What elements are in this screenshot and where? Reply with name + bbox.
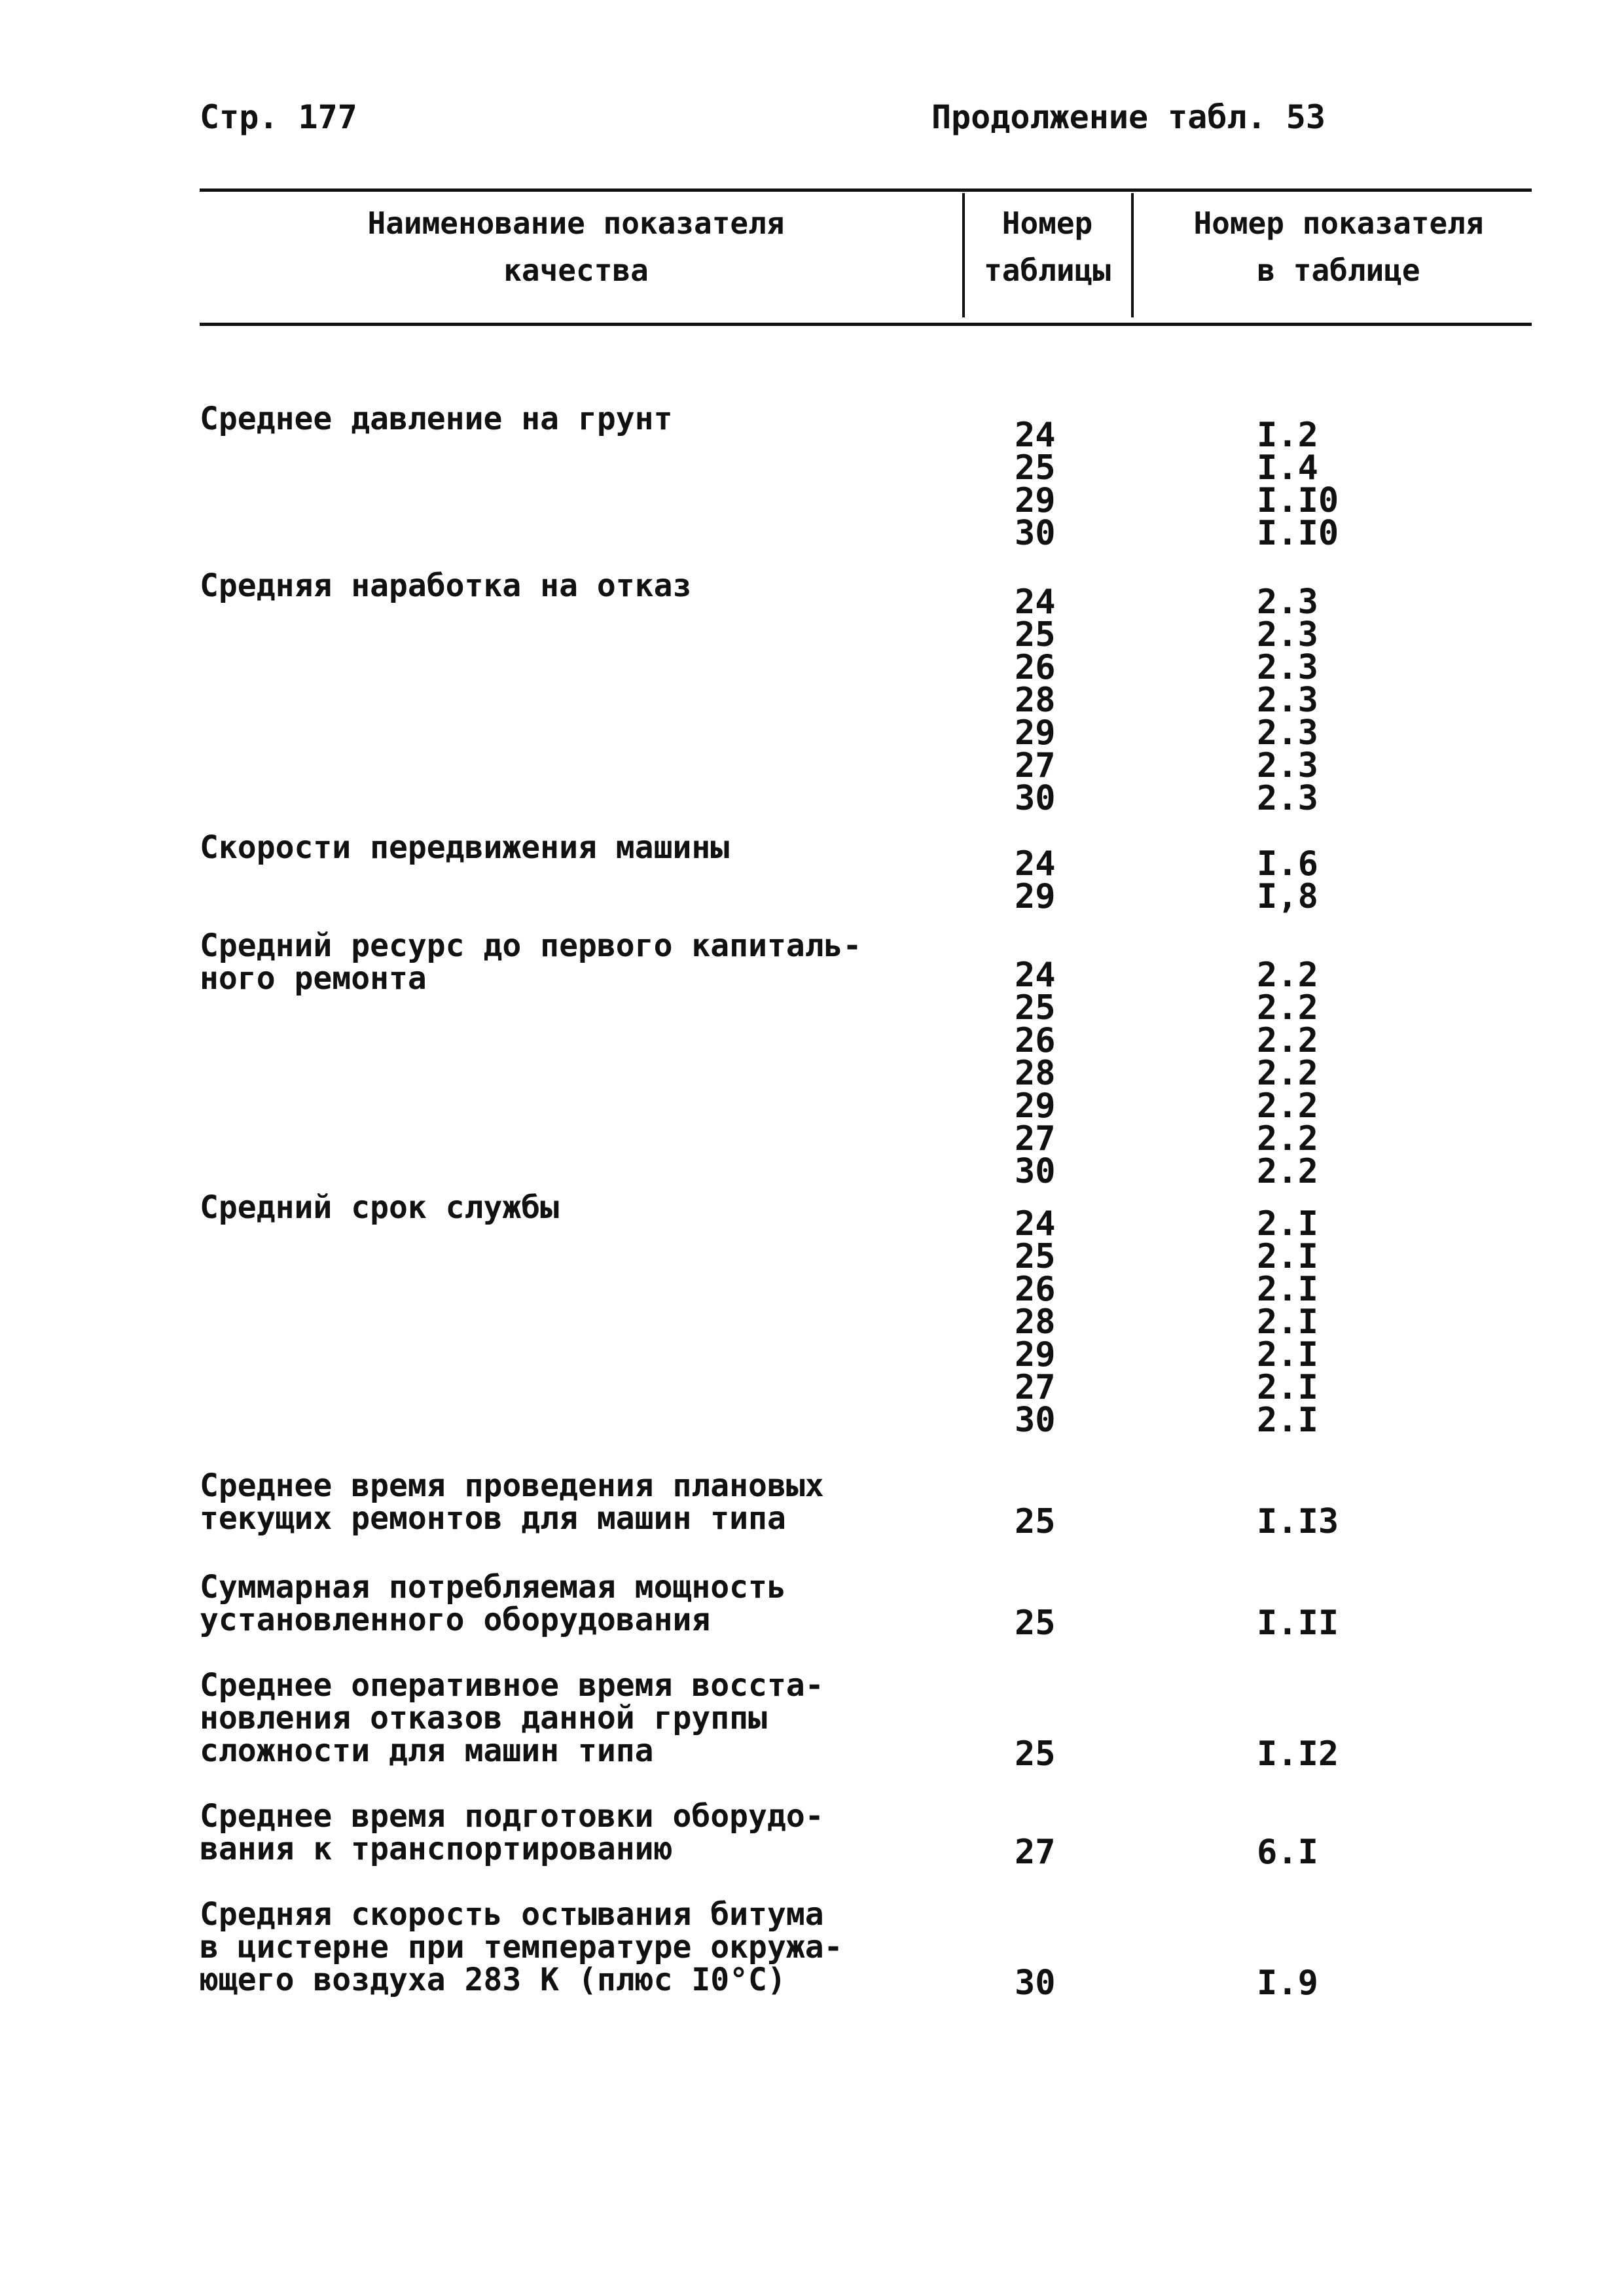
table-number: 25 xyxy=(1015,615,1056,655)
indicator-number-list xyxy=(1257,416,1427,553)
table-number: 28 xyxy=(1015,1302,1056,1342)
table-number: 25 xyxy=(1015,448,1056,488)
indicator-number: I.9 xyxy=(1257,1964,1318,2003)
indicator-number: I,8 xyxy=(1257,877,1318,916)
column-header-indicator-number: Номер показателя в таблице xyxy=(1193,206,1484,288)
table-number-list xyxy=(1015,583,1132,818)
table-number: 25 xyxy=(1015,1604,1056,1643)
table-number: 28 xyxy=(1015,681,1056,720)
table-number: 25 xyxy=(1015,1502,1056,1541)
indicator-number: 2.I xyxy=(1257,1204,1318,1244)
column-header-table-number: Номер таблицы xyxy=(984,206,1111,288)
indicator-number-list xyxy=(1257,1964,1427,2003)
table-number: 26 xyxy=(1015,1270,1056,1309)
indicator-number: 2.3 xyxy=(1257,681,1318,720)
indicator-number: 2.3 xyxy=(1257,648,1318,687)
indicator-number: 2.2 xyxy=(1257,1054,1318,1093)
indicator-number: 2.3 xyxy=(1257,615,1318,655)
indicator-name: Скорости передвижения машины xyxy=(200,829,730,866)
indicator-number-list xyxy=(1257,583,1427,818)
indicator-name: Среднее оперативное время восста- новления отказов данной группы сложности для машин типа xyxy=(200,1667,824,1769)
indicator-number: 2.I xyxy=(1257,1237,1318,1276)
indicator-number: 2.2 xyxy=(1257,988,1318,1028)
table-number: 25 xyxy=(1015,988,1056,1028)
indicator-number: I.I3 xyxy=(1257,1502,1339,1541)
indicator-number: 6.I xyxy=(1257,1833,1318,1872)
table-number: 30 xyxy=(1015,779,1056,818)
indicator-name: Средний срок службы xyxy=(200,1189,560,1226)
indicator-number: 2.2 xyxy=(1257,1119,1318,1158)
indicator-number: 2.3 xyxy=(1257,583,1318,622)
table-number: 29 xyxy=(1015,1086,1056,1126)
table-number-list xyxy=(1015,1604,1132,1643)
indicator-number: 2.I xyxy=(1257,1401,1318,1440)
table-top-rule xyxy=(200,188,1532,192)
table-number: 27 xyxy=(1015,1833,1056,1872)
table-number: 30 xyxy=(1015,1152,1056,1191)
indicator-number-list xyxy=(1257,1204,1427,1440)
table-number: 30 xyxy=(1015,1964,1056,2003)
table-number: 29 xyxy=(1015,1335,1056,1374)
indicator-number: 2.I xyxy=(1257,1368,1318,1407)
table-number-list xyxy=(1015,416,1132,553)
indicator-name: Среднее давление на грунт xyxy=(200,401,673,437)
table-continuation-label: Продолжение табл. 53 xyxy=(931,98,1326,136)
table-number-list xyxy=(1015,956,1132,1191)
indicator-number-list xyxy=(1257,1502,1427,1541)
table-number-list xyxy=(1015,844,1132,916)
table-number: 27 xyxy=(1015,746,1056,785)
indicator-number: I.I0 xyxy=(1257,514,1339,553)
indicator-number-list xyxy=(1257,844,1427,916)
table-number-list xyxy=(1015,1833,1132,1872)
indicator-name: Средняя скорость остывания битума в цистерне при температуре окружа- ющего воздуха 283 К (плюс I0°С) xyxy=(200,1896,843,1998)
table-number: 30 xyxy=(1015,514,1056,553)
indicator-name: Среднее время проведения плановых текущих ремонтов для машин типа xyxy=(200,1467,824,1537)
table-number: 24 xyxy=(1015,583,1056,622)
indicator-number-list xyxy=(1257,1734,1427,1774)
column-header-indicator-name: Наименование показателя качества xyxy=(367,206,785,288)
table-number: 29 xyxy=(1015,877,1056,916)
table-number: 26 xyxy=(1015,1021,1056,1060)
table-number: 30 xyxy=(1015,1401,1056,1440)
indicator-number: 2.3 xyxy=(1257,779,1318,818)
page-number: Стр. 177 xyxy=(200,98,357,136)
indicator-number: 2.2 xyxy=(1257,1021,1318,1060)
indicator-number: I.I2 xyxy=(1257,1734,1339,1774)
indicator-name: Суммарная потребляемая мощность установленного оборудования xyxy=(200,1569,786,1638)
indicator-number: 2.3 xyxy=(1257,746,1318,785)
page-header xyxy=(200,98,1326,151)
indicator-number: I.2 xyxy=(1257,416,1318,455)
indicator-number: I.II xyxy=(1257,1604,1339,1643)
table-number: 24 xyxy=(1015,956,1056,995)
indicator-name: Средний ресурс до первого капиталь- ного ремонта xyxy=(200,927,862,997)
indicator-number: 2.I xyxy=(1257,1270,1318,1309)
table-number-list xyxy=(1015,1502,1132,1541)
indicator-number: 2.2 xyxy=(1257,956,1318,995)
table-number: 24 xyxy=(1015,416,1056,455)
table-header-bottom-rule xyxy=(200,323,1532,326)
table-number: 28 xyxy=(1015,1054,1056,1093)
indicator-number: 2.3 xyxy=(1257,713,1318,753)
table-number: 27 xyxy=(1015,1119,1056,1158)
indicator-number: I.4 xyxy=(1257,448,1318,488)
table-number-list xyxy=(1015,1964,1132,2003)
table-number: 24 xyxy=(1015,1204,1056,1244)
indicator-number-list xyxy=(1257,956,1427,1191)
table-number-list xyxy=(1015,1204,1132,1440)
table-number: 25 xyxy=(1015,1237,1056,1276)
indicator-number-list xyxy=(1257,1604,1427,1643)
table-number: 29 xyxy=(1015,713,1056,753)
table-number: 26 xyxy=(1015,648,1056,687)
indicator-number: 2.2 xyxy=(1257,1152,1318,1191)
indicator-name: Средняя наработка на отказ xyxy=(200,567,692,604)
indicator-number: 2.I xyxy=(1257,1335,1318,1374)
table-number-list xyxy=(1015,1734,1132,1774)
table-number: 24 xyxy=(1015,844,1056,884)
indicator-number: 2.I xyxy=(1257,1302,1318,1342)
table-number: 27 xyxy=(1015,1368,1056,1407)
indicator-name: Среднее время подготовки оборудо- вания к транспортированию xyxy=(200,1798,824,1867)
indicator-number: 2.2 xyxy=(1257,1086,1318,1126)
indicator-number: I.6 xyxy=(1257,844,1318,884)
indicator-number: I.I0 xyxy=(1257,481,1339,520)
indicator-number-list xyxy=(1257,1833,1427,1872)
table-number: 29 xyxy=(1015,481,1056,520)
table-number: 25 xyxy=(1015,1734,1056,1774)
